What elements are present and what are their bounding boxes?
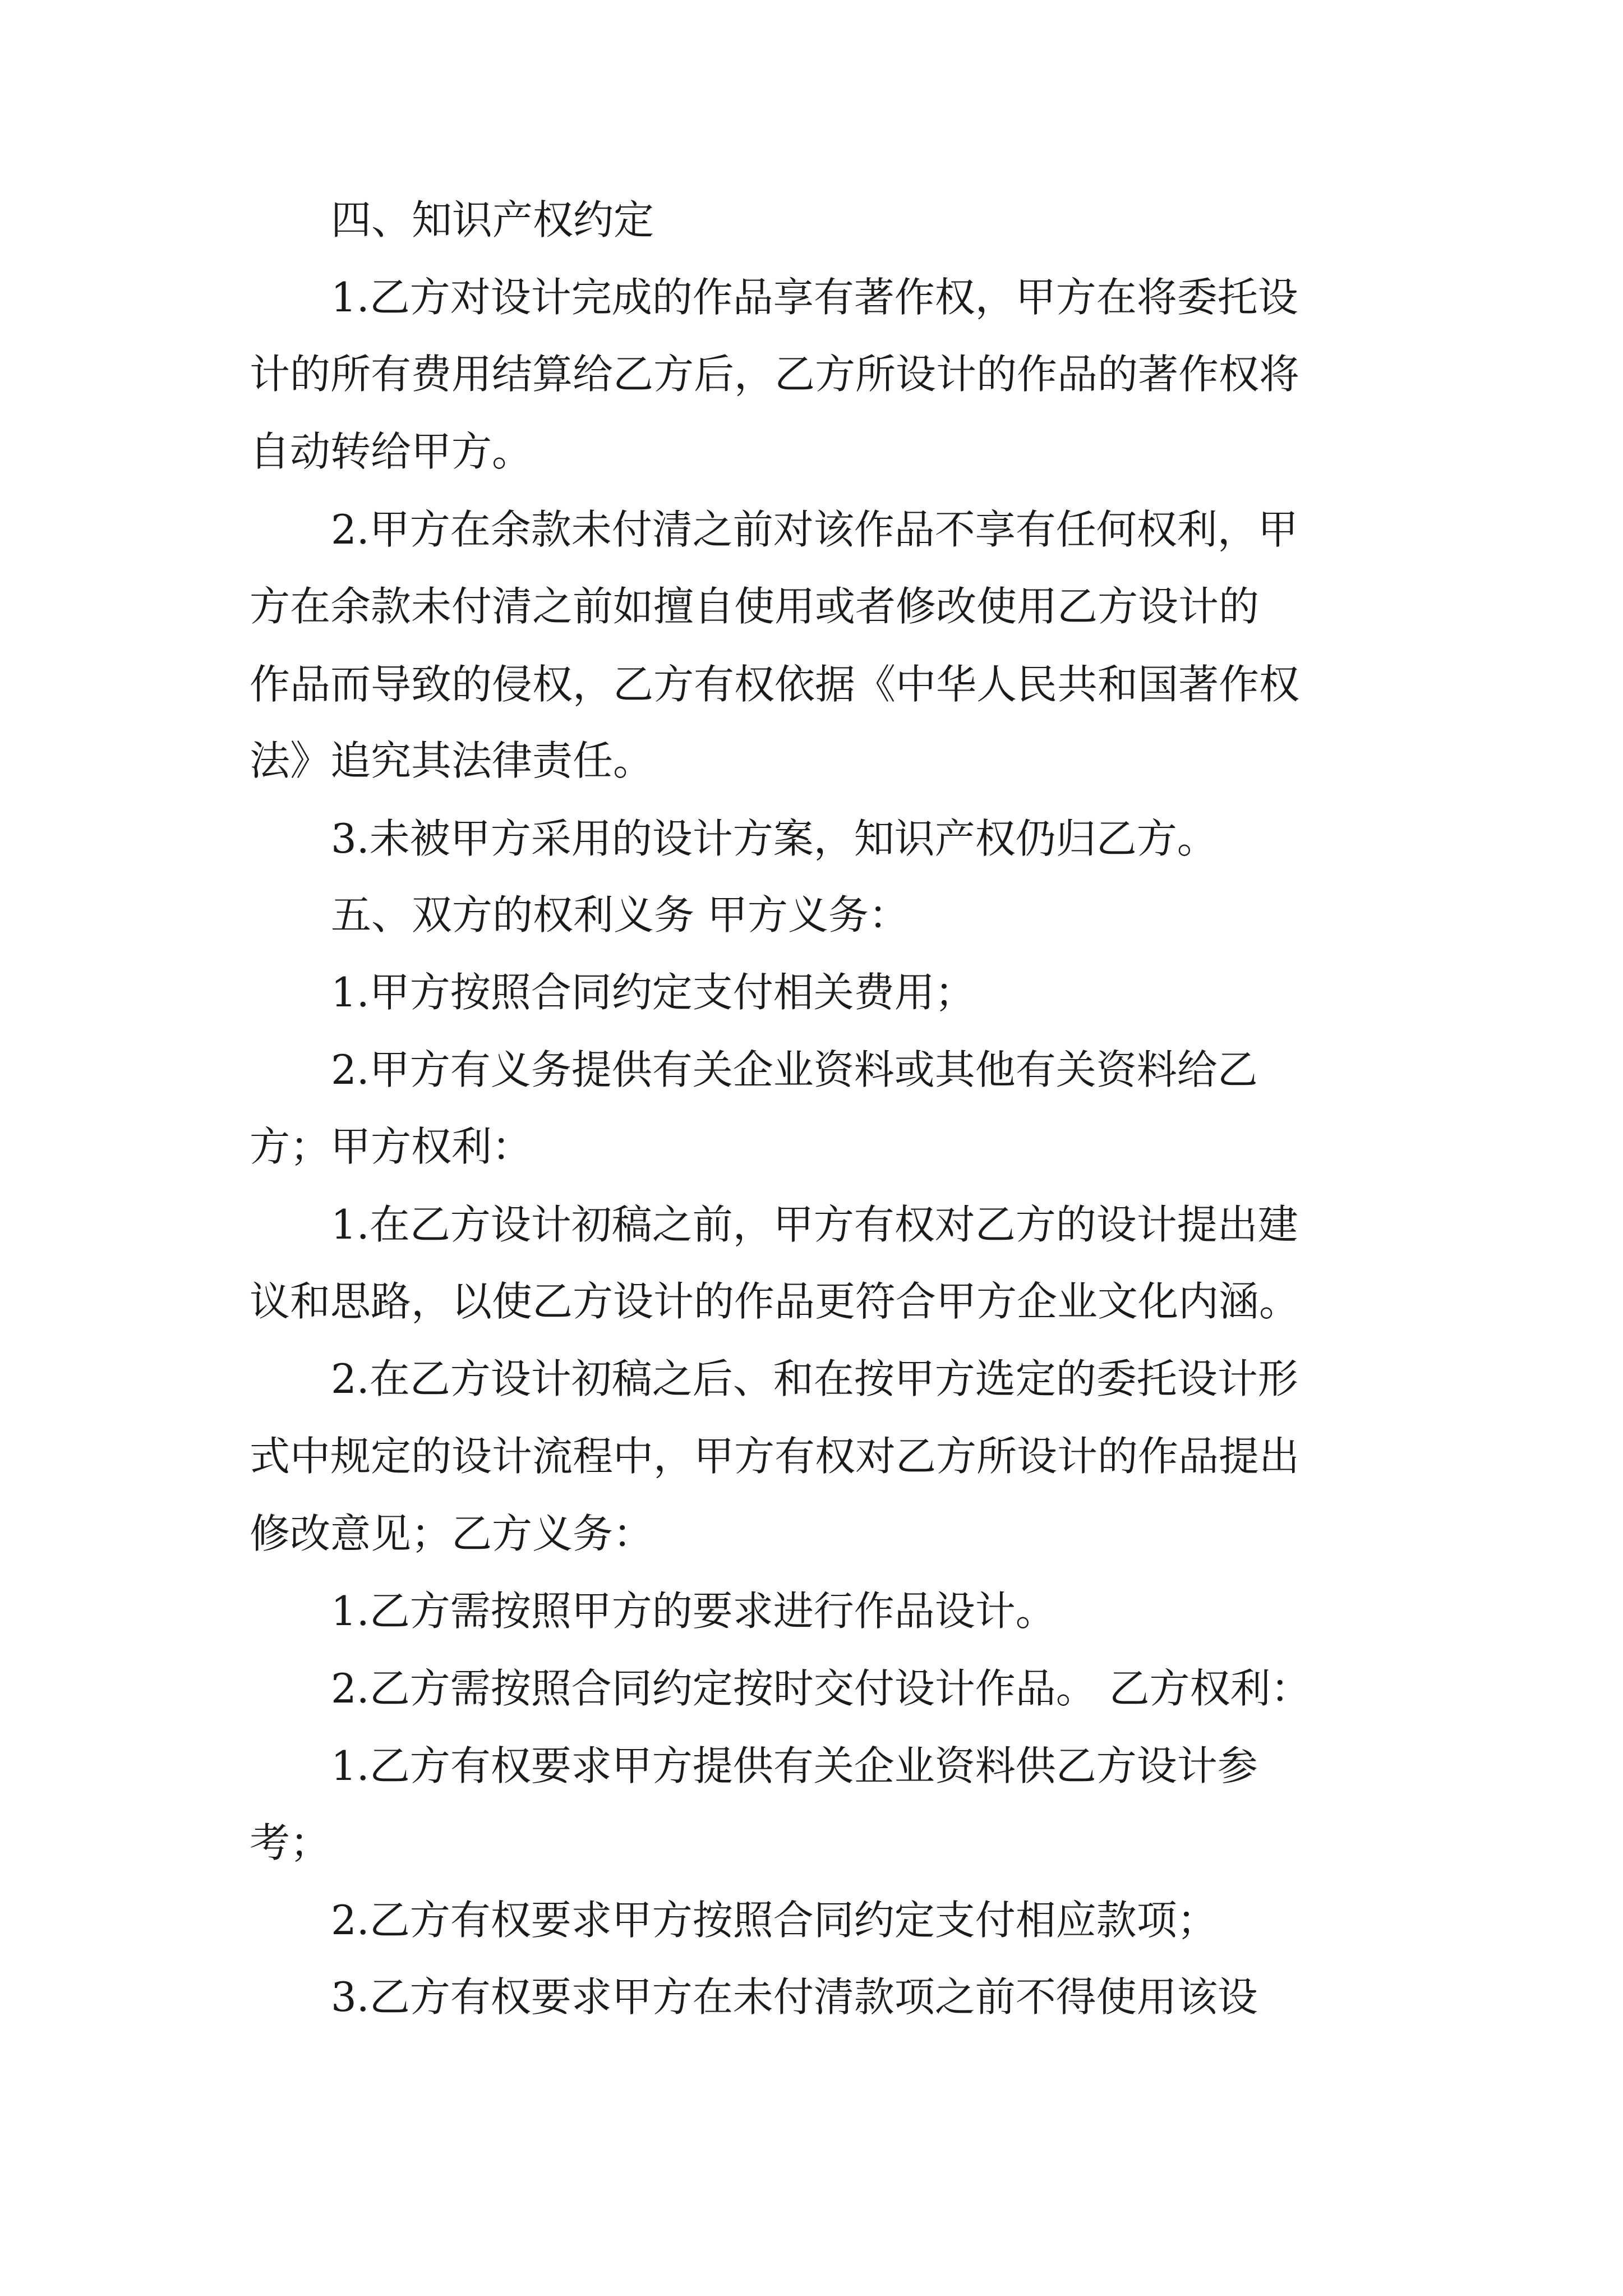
paragraph-line: 2.甲方在余款未付清之前对该作品不享有任何权利，甲 [331,506,1298,553]
paragraph-line: 作品而导致的侵权，乙方有权依据《中华人民共和国著作权 [250,661,1300,708]
paragraph-line: 方；甲方权利： [250,1123,533,1170]
paragraph-line: 式中规定的设计流程中，甲方有权对乙方所设计的作品提出 [250,1433,1300,1480]
paragraph-line: 1.乙方需按照甲方的要求进行作品设计。 [331,1588,1056,1635]
paragraph-line: 3.乙方有权要求甲方在未付清款项之前不得使用该设 [331,1973,1258,2021]
paragraph-line: 1.甲方按照合同约定支付相关费用； [331,969,975,1016]
paragraph-line: 3.未被甲方采用的设计方案，知识产权仍归乙方。 [331,815,1218,862]
paragraph-line: 2.乙方有权要求甲方按照合同约定支付相应款项； [331,1897,1218,1944]
paragraph-line: 计的所有费用结算给乙方后，乙方所设计的作品的著作权将 [250,351,1300,398]
paragraph-line: 1.乙方对设计完成的作品享有著作权，甲方在将委托设 [331,274,1298,321]
section-heading-rights: 五、双方的权利义务 甲方义务： [331,891,909,938]
paragraph-line: 1.在乙方设计初稿之前，甲方有权对乙方的设计提出建 [331,1201,1298,1248]
paragraph-line: 1.乙方有权要求甲方提供有关企业资料供乙方设计参 [331,1742,1258,1789]
paragraph-line: 2.乙方需按照合同约定按时交付设计作品。 乙方权利： [331,1665,1311,1712]
paragraph-line: 法》追究其法律责任。 [250,737,654,784]
paragraph-line: 考； [250,1819,331,1866]
paragraph-line: 修改意见；乙方义务： [250,1510,654,1557]
paragraph-line: 自动转给甲方。 [250,428,533,475]
paragraph-line: 2.在乙方设计初稿之后、和在按甲方选定的委托设计形 [331,1355,1298,1402]
paragraph-line: 方在余款未付清之前如擅自使用或者修改使用乙方设计的 [250,583,1260,630]
section-heading-ip: 四、知识产权约定 [331,196,654,243]
paragraph-line: 议和思路，以使乙方设计的作品更符合甲方企业文化内涵。 [250,1278,1300,1325]
paragraph-line: 2.甲方有义务提供有关企业资料或其他有关资料给乙 [331,1046,1258,1093]
